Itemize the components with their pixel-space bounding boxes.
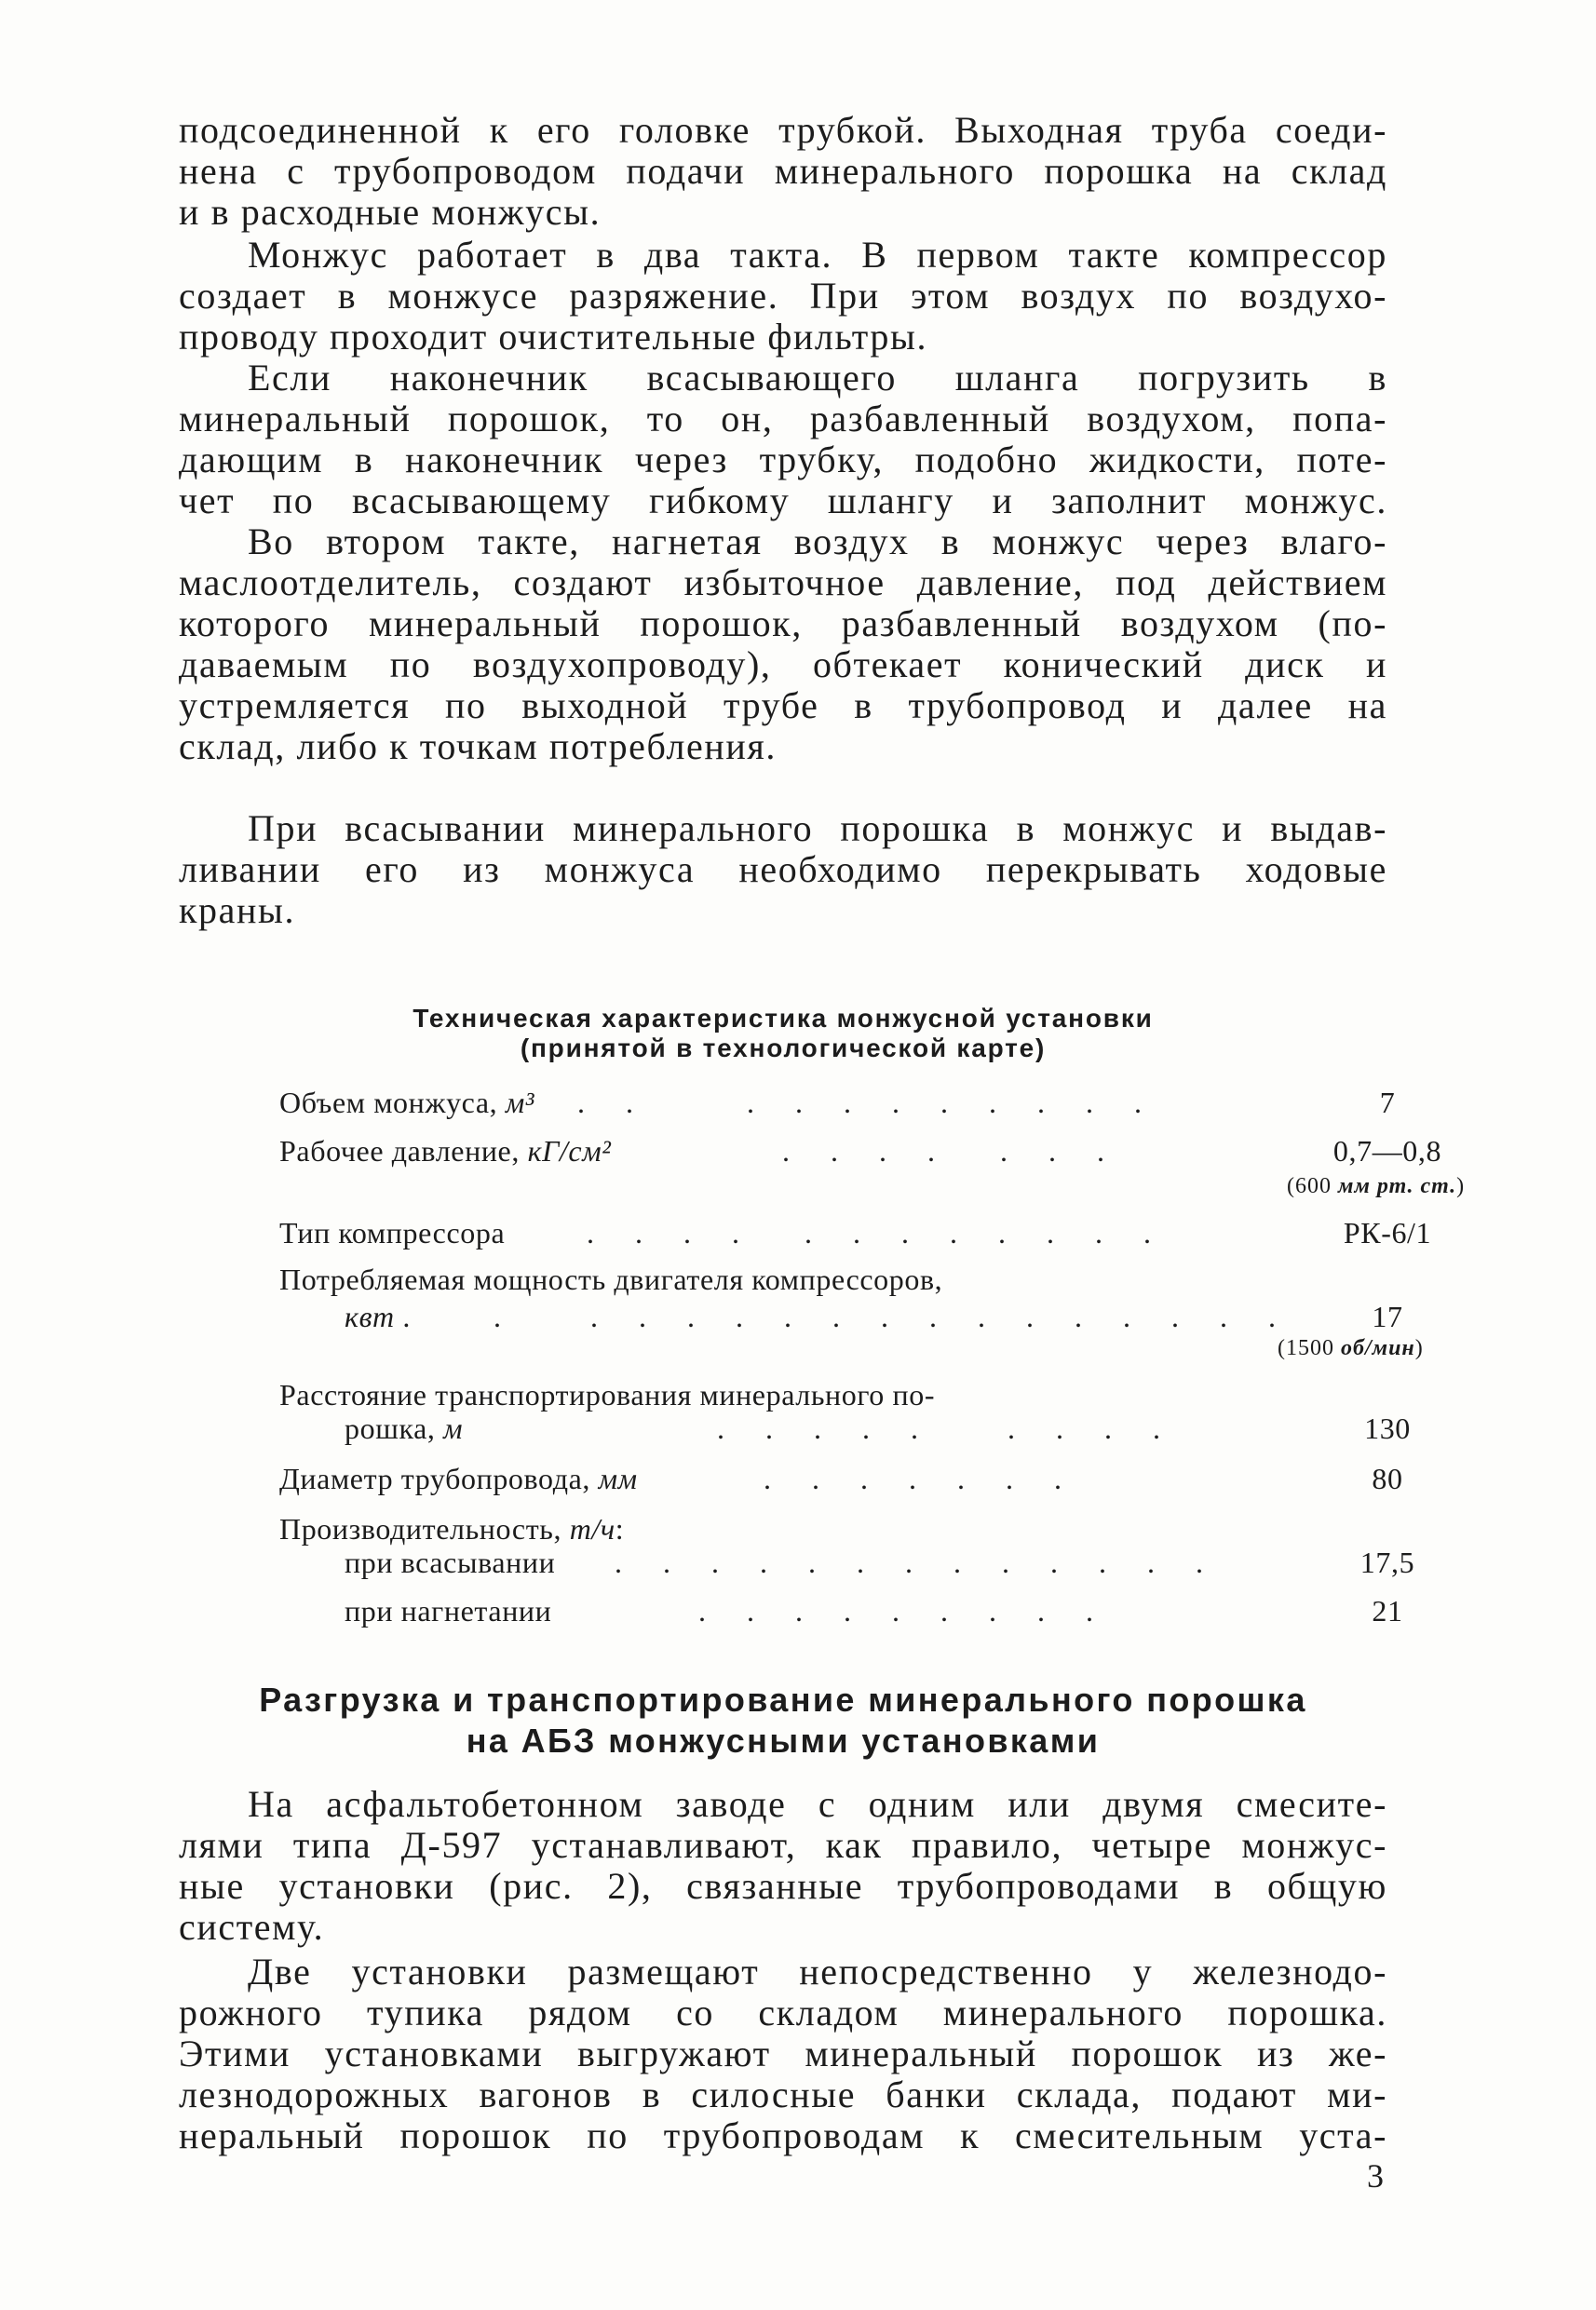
leader-dots: . . . . . . . . . . . . . . . . [494,1300,1292,1333]
leader-dots: . . . . . . . . . . . . [587,1216,1168,1250]
leader-dots: . . . . . . . . . . . [577,1086,1158,1119]
text-line: Если наконечник всасывающего шланга погрузить в [248,357,1387,399]
text-line: Две установки размещают непосредственно у железнодо- [248,1951,1387,1993]
text-line: чет по всасывающему гибкому шлангу и заполнит монжус. [179,480,1387,521]
table-title: Техническая характеристика монжусной установки (принятой в технологической карте) [413,1004,1154,1062]
text-line: дающим в наконечник через трубку, подобно жидкости, поте- [179,439,1387,480]
text-line: систему. [179,1906,325,1948]
leader-dots: . . . . . . . [764,1462,1078,1495]
text-line: лезнодорожных вагонов в силосные банки склада, подают ми- [179,2074,1387,2115]
spec-row-label: рошка, м [345,1412,464,1445]
text-line: На асфальтобетонном заводе с одним или двумя смесите- [248,1783,1387,1825]
text-line: маслоотделитель, создают избыточное давление, под действием [179,561,1387,603]
text-line: Во втором такте, нагнетая воздух в монжус через влаго- [248,520,1387,562]
spec-row-label: Диаметр трубопровода, мм [279,1462,638,1495]
spec-row-label: Рабочее давление, кГ/см² [279,1134,612,1168]
text-line: проводу проходит очистительные фильтры. [179,316,928,358]
text-line: устремляется по выходной трубе в трубопровод и далее на [179,684,1387,726]
page-number: 3 [1367,2157,1384,2195]
leader-dots: . . . . . . . . . [717,1412,1177,1445]
text-line: нена с трубопроводом подачи минерального порошка на склад [179,150,1387,192]
text-line: и в расходные монжусы. [179,191,602,233]
text-line: рожного тупика рядом со складом минерального порошка. [179,1992,1387,2033]
text-line: краны. [179,889,296,931]
spec-table: Объем монжуса, м³ . . . . . . . . . . . 7 Рабочее давление, кГ/см² . . . . . . . 0,7—0,8 (600 мм рт. ст.) Тип компрессора . . . . . . . . . . . . РК-6/1 Потребляемая мощность двигателя компрессоров, квт . . . . . . . . . . . . . . . . . 17 (1500 об/мин) Расстояние транспортирования минерального по- рошка, м . . . . . . . . . 130 Диаметр трубопровода, мм . . . . . . . 80 Производительность, т/ч: при всасывании . . . . . . . . . . . . . 17,5 при нагнетании . . . . . . . . . 21 [279,1086,1466,1628]
text-line: даваемым по воздухопроводу), обтекает конический диск и [179,643,1387,685]
text-line: Этими установками выгружают минеральный порошок из же- [179,2033,1387,2074]
text-line: минеральный порошок, то он, разбавленный воздухом, попа- [179,398,1387,439]
spec-row-label: Тип компрессора [279,1216,506,1250]
text-line: которого минеральный порошок, разбавленный воздухом (по- [179,602,1387,644]
leader-dots: . . . . . . . [782,1134,1121,1168]
leader-dots: . . . . . . . . . . . . . [615,1546,1220,1579]
text-line: лями типа Д-597 устанавливают, как правило, четыре монжус- [179,1824,1387,1866]
text-line: ные установки (рис. 2), связанные трубопроводами в общую [179,1865,1387,1907]
spec-row-label: квт . [345,1300,411,1333]
text-line: ливании его из монжуса необходимо перекрывать ходовые [179,848,1387,890]
text-line: подсоединенной к его головке трубкой. Выходная труба соеди- [179,109,1387,151]
spec-row-label: Производительность, т/ч: [279,1512,625,1546]
text-line: неральный порошок по трубопроводам к смесительным уста- [179,2114,1387,2156]
paragraph [179,1952,1387,2156]
spec-row-label: Потребляемая мощность двигателя компрессоров, [279,1263,943,1296]
spec-row-note: (600 мм рт. ст.) [1287,1174,1466,1198]
section-heading: Разгрузка и транспортирование минерального порошка на АБЗ монжусными установками [259,1681,1307,1760]
text-line: склад, либо к точкам потребления. [179,725,778,767]
spec-row-label: при всасывании [345,1546,556,1579]
leader-dots: . . . . . . . . . [698,1594,1110,1628]
spec-row-note: (1500 об/мин) [1278,1336,1424,1360]
text-line: Монжус работает в два такта. В первом такте компрессор [248,234,1387,276]
text-line: создает в монжусе разряжение. При этом воздух по воздухо- [179,275,1387,317]
spec-row-label: Расстояние транспортирования минерального по- [279,1378,936,1412]
text-line: При всасывании минерального порошка в монжус и выдав- [248,807,1387,849]
spec-row-label: при нагнетании [345,1594,552,1628]
paragraph [179,1784,1387,1948]
spec-row-label: Объем монжуса, м³ [279,1086,535,1119]
